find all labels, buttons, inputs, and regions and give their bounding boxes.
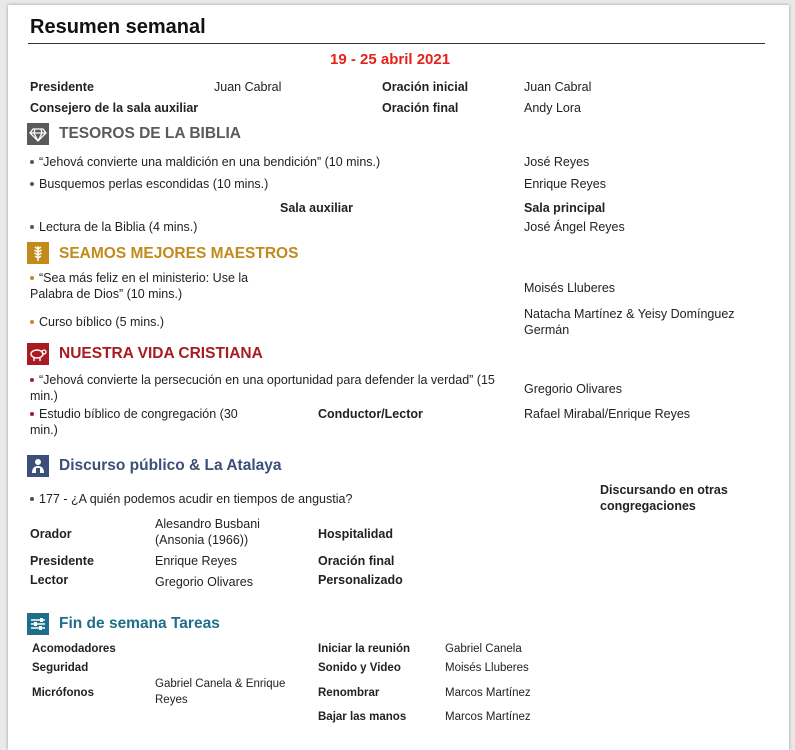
section-title-vida: NUESTRA VIDA CRISTIANA	[59, 345, 263, 362]
seguridad-label: Seguridad	[32, 662, 89, 674]
discurso-presidente-label: Presidente	[30, 554, 94, 568]
diamond-icon	[27, 123, 49, 145]
discurso-oracion-final-label: Oración final	[318, 554, 395, 568]
tesoros-item-3-text: Lectura de la Biblia (4 mins.)	[39, 220, 198, 234]
iniciar-value: Gabriel Canela	[445, 643, 522, 655]
acomodadores-label: Acomodadores	[32, 643, 116, 655]
presidente-value: Juan Cabral	[214, 80, 282, 94]
page-title: Resumen semanal	[30, 16, 206, 38]
lector-value: Gregorio Olivares	[155, 575, 253, 589]
hospitalidad-label: Hospitalidad	[318, 527, 394, 541]
tesoros-item-2-text: Busquemos perlas escondidas (10 mins.)	[39, 177, 269, 191]
tesoros-item-1-who: José Reyes	[524, 155, 590, 169]
maestros-item-1-who: Moisés Lluberes	[524, 281, 616, 295]
vida-item-1-text: “Jehová convierte la persecución en una oportunidad para defender la verdad” (15 min.)	[30, 373, 495, 403]
sliders-icon	[27, 613, 49, 635]
renombrar-label: Renombrar	[318, 687, 380, 699]
bullet	[30, 497, 34, 501]
vida-item-2	[30, 406, 252, 438]
lector-label: Lector	[30, 573, 69, 587]
orador-value: Alesandro Busbani (Ansonia (1966))	[155, 517, 260, 547]
tesoros-item-1	[30, 154, 380, 170]
sonido-value: Moisés Lluberes	[445, 662, 529, 674]
oracion-final-value: Andy Lora	[524, 101, 581, 115]
document-page	[8, 5, 789, 750]
tesoros-item-2-who: Enrique Reyes	[524, 177, 606, 191]
week-date: 19 - 25 abril 2021	[330, 51, 451, 68]
tesoros-item-1-text: “Jehová convierte una maldición en una bendición” (10 mins.)	[39, 155, 381, 169]
tesoros-item-3-who: José Ángel Reyes	[524, 220, 625, 234]
microfonos-value: Gabriel Canela & Enrique Reyes	[155, 678, 286, 706]
vida-item-1-who: Gregorio Olivares	[524, 382, 622, 396]
tesoros-item-2	[30, 176, 268, 192]
bullet	[30, 412, 34, 416]
vida-item-2-who: Rafael Mirabal/Enrique Reyes	[524, 407, 691, 421]
sala-auxiliar-label: Sala auxiliar	[280, 201, 353, 215]
maestros-item-2	[30, 314, 164, 330]
bullet	[30, 320, 34, 324]
tesoros-item-3	[30, 219, 197, 235]
orador-label: Orador	[30, 527, 72, 541]
speaker-icon	[27, 455, 49, 477]
vida-item-2-text: Estudio bíblico de congregación (30 min.)	[30, 407, 238, 437]
oracion-inicial-value: Juan Cabral	[524, 80, 592, 94]
bullet	[30, 182, 34, 186]
personalizado-label: Personalizado	[318, 573, 403, 587]
maestros-item-1-text: “Sea más feliz en el ministerio: Use la Palabra de Dios” (10 mins.)	[30, 271, 249, 301]
bullet	[30, 276, 34, 280]
section-title-tesoros: TESOROS DE LA BIBLIA	[59, 125, 241, 142]
bullet	[30, 160, 34, 164]
oracion-inicial-label: Oración inicial	[382, 80, 469, 94]
section-title-discurso: Discurso público & La Atalaya	[59, 457, 282, 474]
oracion-final-label: Oración final	[382, 101, 459, 115]
sonido-label: Sonido y Video	[318, 662, 401, 674]
sheep-icon	[27, 343, 49, 365]
consejero-label: Consejero de la sala auxiliar	[30, 101, 199, 115]
vida-item-1	[30, 372, 518, 404]
maestros-item-1	[30, 270, 270, 302]
microfonos-label: Micrófonos	[32, 687, 94, 699]
renombrar-value: Marcos Martínez	[445, 687, 531, 699]
bullet	[30, 225, 34, 229]
discurso-item-text: 177 - ¿A quién podemos acudir en tiempos de angustia?	[39, 492, 353, 506]
discurso-item	[30, 491, 352, 507]
section-title-tareas: Fin de semana Tareas	[59, 615, 220, 632]
presidente-label: Presidente	[30, 80, 94, 94]
wheat-icon	[27, 242, 49, 264]
bajar-value: Marcos Martínez	[445, 711, 531, 723]
section-title-maestros: SEAMOS MEJORES MAESTROS	[59, 245, 299, 262]
discurso-presidente-value: Enrique Reyes	[155, 554, 237, 568]
maestros-item-2-who: Natacha Martínez & Yeisy Domínguez Germán	[524, 307, 735, 337]
conductor-label: Conductor/Lector	[318, 407, 423, 421]
iniciar-label: Iniciar la reunión	[318, 643, 411, 655]
sala-principal-label: Sala principal	[524, 201, 606, 215]
bajar-label: Bajar las manos	[318, 711, 407, 723]
discursando-otras: Discursando en otras congregaciones	[600, 483, 728, 513]
maestros-item-2-text: Curso bíblico (5 mins.)	[39, 315, 165, 329]
title-divider	[28, 43, 765, 44]
bullet	[30, 378, 34, 382]
